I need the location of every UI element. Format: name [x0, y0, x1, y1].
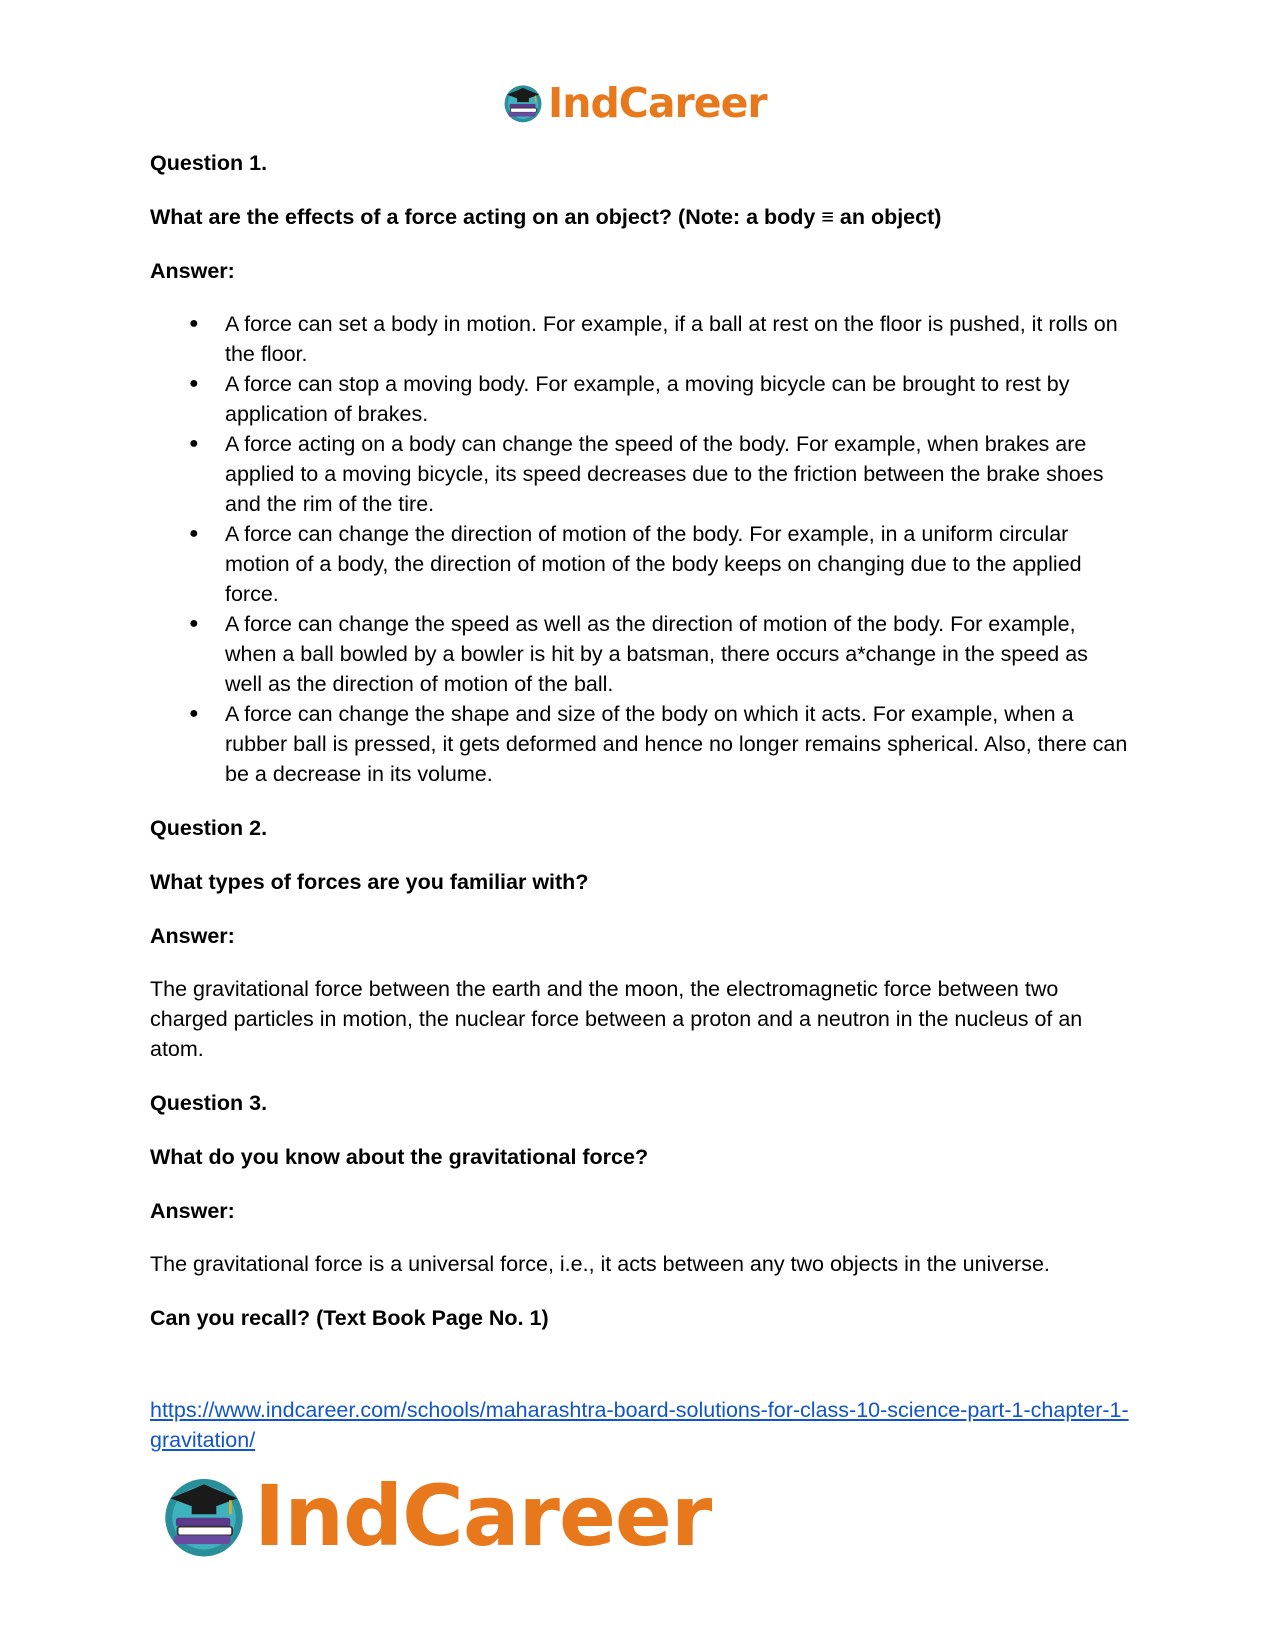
list-item: ● A force can stop a moving body. For example, a moving bicycle can be brought to rest by application of brakes.	[225, 369, 1130, 429]
question-title: Question 2.	[150, 816, 268, 840]
footer-logo	[160, 1468, 711, 1564]
answer-label: Answer:	[150, 259, 235, 283]
answer-text: The gravitational force between the earth and the moon, the electromagnetic force between two charged particles in motion, the nuclear force between a proton and a neutron in the nucleus of an atom.	[150, 977, 1083, 1061]
header-logo	[502, 78, 767, 128]
graduation-book-icon	[160, 1472, 248, 1560]
brand-name: IndCareer	[548, 79, 767, 127]
graduation-book-icon	[502, 82, 544, 124]
question-title: Question 1.	[150, 151, 268, 175]
question-text: What types of forces are you familiar with?	[150, 870, 589, 894]
answer-list	[150, 309, 1130, 789]
recall-heading: Can you recall? (Text Book Page No. 1)	[150, 1306, 549, 1330]
list-item: ● A force acting on a body can change the speed of the body. For example, when brakes are applied to a moving bicycle, its speed decreases due to the friction between the brake shoes and the rim of the tire.	[225, 429, 1130, 519]
answer-text: The gravitational force is a universal force, i.e., it acts between any two objects in the universe.	[150, 1252, 1050, 1276]
brand-name: IndCareer	[254, 1467, 712, 1565]
document-body	[150, 148, 1130, 1357]
answer-label: Answer:	[150, 1199, 235, 1223]
list-item: ● A force can change the shape and size of the body on which it acts. For example, when a rubber ball is pressed, it gets deformed and hence no longer remains spherical. Also, there can be a decrease in its volume.	[225, 699, 1130, 789]
question-text: What are the effects of a force acting on an object? (Note: a body ≡ an object)	[150, 205, 942, 229]
question-text: What do you know about the gravitational force?	[150, 1145, 649, 1169]
list-item: ● A force can change the direction of motion of the body. For example, in a uniform circular motion of a body, the direction of motion of the body keeps on changing due to the applied force.	[225, 519, 1130, 609]
answer-label: Answer:	[150, 924, 235, 948]
question-title: Question 3.	[150, 1091, 268, 1115]
list-item: ● A force can change the speed as well as the direction of motion of the body. For example, when a ball bowled by a bowler is hit by a batsman, there occurs a*change in the speed as well as the direction of motion of the ball.	[225, 609, 1130, 699]
list-item: ● A force can set a body in motion. For example, if a ball at rest on the floor is pushed, it rolls on the floor.	[225, 309, 1130, 369]
source-link[interactable]: https://www.indcareer.com/schools/maharashtra-board-solutions-for-class-10-science-part-1-chapter-1-gravitation/	[150, 1398, 1129, 1452]
